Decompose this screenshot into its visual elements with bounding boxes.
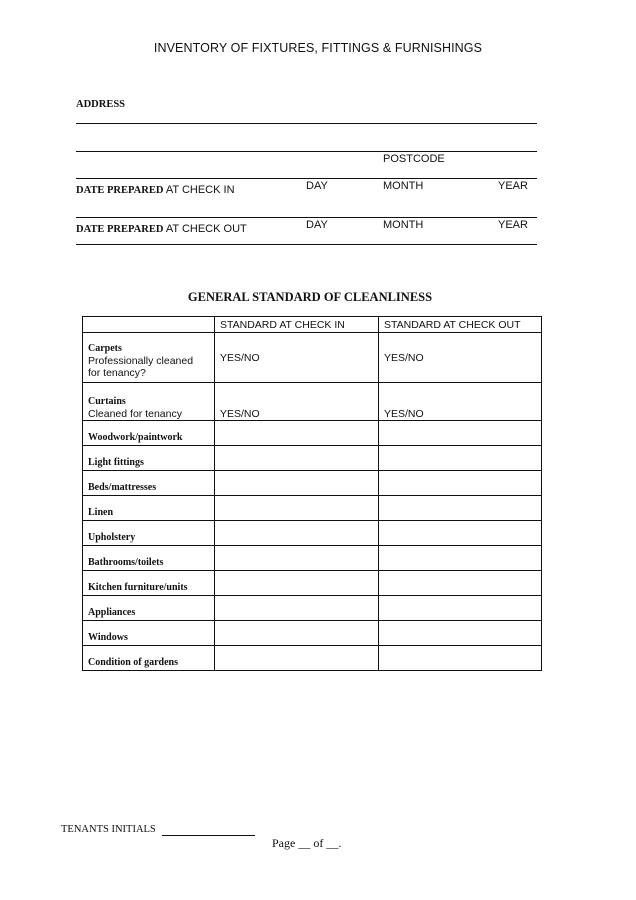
- check-in-date-line[interactable]: [76, 217, 537, 218]
- row-label-cell: [83, 421, 215, 446]
- table-row: [83, 646, 542, 671]
- page-number: Page __ of __.: [272, 836, 342, 850]
- table-row: [83, 496, 542, 521]
- check-in-cell[interactable]: [215, 546, 379, 571]
- check-out-cell[interactable]: [379, 471, 542, 496]
- postcode-line[interactable]: [76, 178, 537, 179]
- row-label: Beds/mattresses: [88, 482, 157, 493]
- check-in-cell[interactable]: [215, 571, 379, 596]
- row-sublabel-1: Cleaned for tenancy: [88, 408, 182, 420]
- row-label-cell: [83, 621, 215, 646]
- document-title: INVENTORY OF FIXTURES, FITTINGS & FURNISHINGS: [153, 41, 483, 55]
- check-in-cell[interactable]: [215, 596, 379, 621]
- check-in-cell[interactable]: [215, 646, 379, 671]
- address-label: ADDRESS: [76, 99, 126, 110]
- row-label: Windows: [88, 632, 128, 643]
- row-label: Light fittings: [88, 457, 144, 468]
- table-row: [83, 546, 542, 571]
- cleanliness-table: [82, 316, 542, 671]
- row-label-cell: [83, 596, 215, 621]
- tenants-initials-label: TENANTS INITIALS: [61, 824, 156, 835]
- check-out-label-rest: AT CHECK OUT: [163, 223, 247, 235]
- tenants-initials-line[interactable]: [162, 835, 255, 836]
- row-label-cell: [83, 383, 215, 421]
- row-label-cell: [83, 546, 215, 571]
- check-in-year-label: YEAR: [498, 180, 528, 192]
- check-out-cell[interactable]: [379, 571, 542, 596]
- table-row: [83, 571, 542, 596]
- carpets-check-in-cell[interactable]: YES/NO: [215, 333, 379, 383]
- table-row: [83, 621, 542, 646]
- row-label: Linen: [88, 507, 114, 518]
- row-label: Carpets: [88, 342, 122, 354]
- check-in-label-bold: DATE PREPARED: [76, 185, 164, 196]
- check-out-cell[interactable]: [379, 521, 542, 546]
- postcode-label: POSTCODE: [383, 153, 445, 165]
- check-out-cell[interactable]: [379, 496, 542, 521]
- check-in-cell[interactable]: [215, 496, 379, 521]
- table-row: [83, 521, 542, 546]
- header-check-in: STANDARD AT CHECK IN: [215, 317, 379, 333]
- row-label-cell: [83, 496, 215, 521]
- check-in-cell[interactable]: [215, 471, 379, 496]
- check-out-year-label: YEAR: [498, 219, 528, 231]
- row-label: Kitchen furniture/units: [88, 582, 188, 593]
- curtains-check-out-cell[interactable]: YES/NO: [379, 383, 542, 421]
- row-sublabel-2: for tenancy?: [88, 366, 146, 379]
- row-label-cell: [83, 333, 215, 383]
- check-out-day-label: DAY: [306, 219, 328, 231]
- row-label-cell: [83, 646, 215, 671]
- row-sublabel-1: Professionally cleaned: [88, 354, 194, 367]
- row-label-cell: [83, 446, 215, 471]
- carpets-check-out-cell[interactable]: YES/NO: [379, 333, 542, 383]
- table-header-row: [83, 317, 542, 333]
- check-out-cell[interactable]: [379, 646, 542, 671]
- check-in-cell[interactable]: [215, 621, 379, 646]
- row-label: Bathrooms/toilets: [88, 557, 164, 568]
- table-row: [83, 471, 542, 496]
- check-out-date-label: [76, 219, 247, 237]
- row-label-cell: [83, 521, 215, 546]
- check-out-cell[interactable]: [379, 446, 542, 471]
- check-in-day-label: DAY: [306, 180, 328, 192]
- check-in-cell[interactable]: [215, 521, 379, 546]
- check-in-month-label: MONTH: [383, 180, 424, 192]
- row-label: Curtains: [88, 396, 126, 407]
- cleanliness-title: GENERAL STANDARD OF CLEANLINESS: [187, 290, 433, 304]
- row-label: Woodwork/paintwork: [88, 432, 183, 443]
- check-out-month-label: MONTH: [383, 219, 424, 231]
- table-row-carpets: [83, 333, 542, 383]
- header-check-out: STANDARD AT CHECK OUT: [379, 317, 542, 333]
- row-label-cell: [83, 571, 215, 596]
- check-in-cell[interactable]: [215, 446, 379, 471]
- table-row-curtains: [83, 383, 542, 421]
- check-in-cell[interactable]: [215, 421, 379, 446]
- row-label: Upholstery: [88, 532, 136, 543]
- check-out-cell[interactable]: [379, 621, 542, 646]
- check-in-label-rest: AT CHECK IN: [163, 184, 235, 196]
- check-out-cell[interactable]: [379, 596, 542, 621]
- curtains-check-in-cell[interactable]: YES/NO: [215, 383, 379, 421]
- header-blank: [83, 317, 215, 333]
- table-row: [83, 421, 542, 446]
- check-out-date-line[interactable]: [76, 244, 537, 245]
- check-in-date-label: [76, 180, 235, 198]
- row-label-cell: [83, 471, 215, 496]
- table-row: [83, 596, 542, 621]
- address-line-1[interactable]: [76, 123, 537, 124]
- address-line-2[interactable]: [76, 151, 537, 152]
- row-label: Appliances: [88, 607, 136, 618]
- check-out-label-bold: DATE PREPARED: [76, 224, 164, 235]
- row-label: Condition of gardens: [88, 657, 179, 668]
- table-row: [83, 446, 542, 471]
- check-out-cell[interactable]: [379, 421, 542, 446]
- check-out-cell[interactable]: [379, 546, 542, 571]
